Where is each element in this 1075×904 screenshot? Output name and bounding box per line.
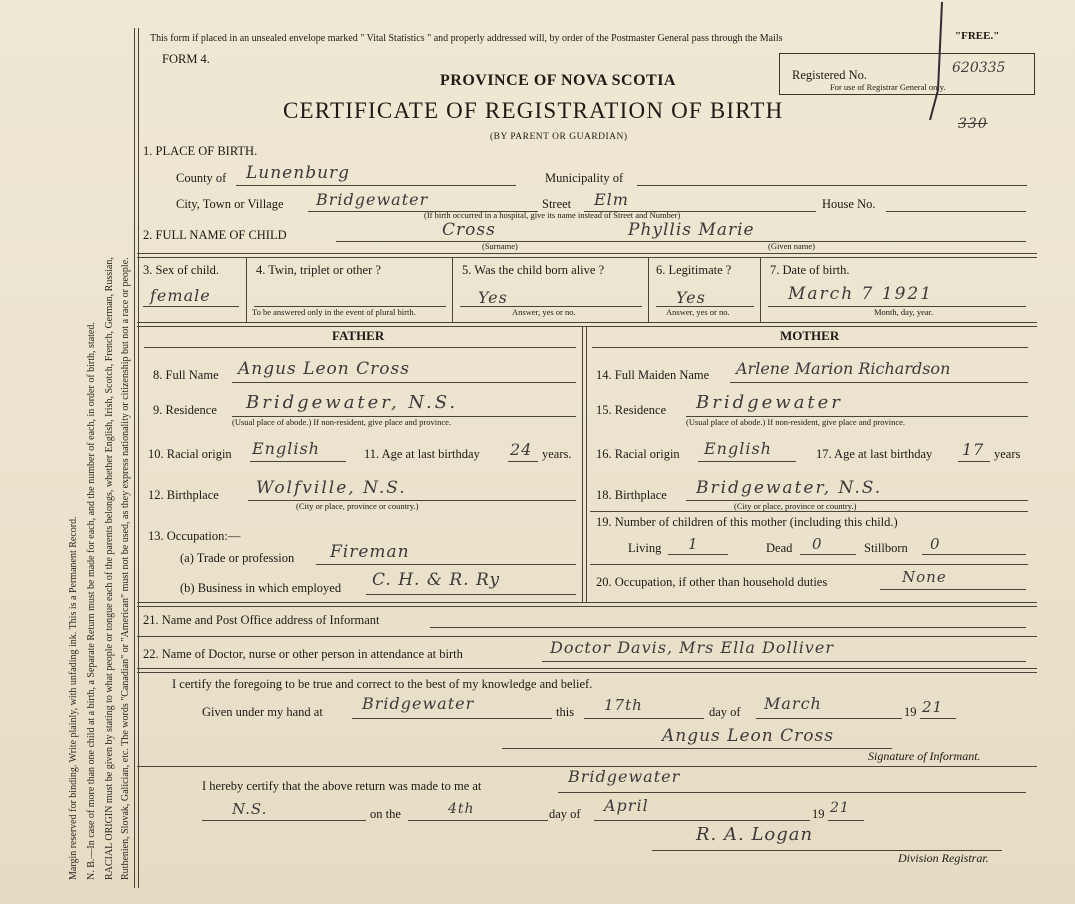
stillborn-label: Stillborn — [864, 541, 908, 555]
county-label: County of — [176, 171, 227, 185]
dead-line — [800, 554, 856, 555]
mother-occupation-line — [880, 589, 1026, 590]
father-race-value: English — [252, 439, 320, 458]
mother-children-label: 19. Number of children of this mother (including this child.) — [596, 515, 898, 529]
father-age-unit: years. — [542, 447, 572, 461]
child-name-label: 2. FULL NAME OF CHILD — [143, 228, 287, 242]
mother-race-line — [698, 461, 796, 462]
form-number: FORM 4. — [162, 52, 210, 66]
father-heading-line — [144, 347, 576, 348]
city-value: Bridgewater — [316, 190, 429, 209]
registrar-place-value: Bridgewater — [568, 767, 681, 786]
divider-top — [137, 253, 1037, 258]
day-value: 17th — [604, 696, 643, 714]
postal-note: This form if placed in an unsealed envelope marked " Vital Statistics " and properly addressed will, by order of the Postmaster General pass through the Mails — [150, 33, 783, 44]
divider-lower — [137, 602, 1037, 607]
mother-birthplace-value: Bridgewater, N.S. — [696, 478, 883, 498]
municipality-line — [637, 185, 1027, 186]
registrar-year-prefix: 19 — [812, 807, 825, 821]
year-value: 21 — [922, 698, 944, 716]
house-label: House No. — [822, 197, 876, 211]
house-line — [886, 211, 1026, 212]
mother-name-value: Arlene Marion Richardson — [736, 359, 951, 378]
father-trade-value: Fireman — [330, 542, 410, 562]
certify-statement: I certify the foregoing to be true and correct to the best of my knowledge and belief. — [172, 677, 593, 691]
twin-note: To be answered only in the event of plural birth. — [252, 307, 416, 317]
father-occupation-label: 13. Occupation:— — [148, 529, 241, 543]
stillborn-value: 0 — [930, 535, 941, 553]
mother-age-unit: years — [994, 447, 1021, 461]
father-name-label: 8. Full Name — [153, 368, 219, 382]
given-place-line — [352, 718, 552, 719]
sex-line — [143, 306, 239, 307]
mother-race-label: 16. Racial origin — [596, 447, 680, 461]
margin-note-1: Margin reserved for binding. Write plainly, with unfading ink. This is a Permanent Record. — [68, 516, 79, 880]
father-business-value: C. H. & R. Ry — [372, 570, 501, 590]
mother-residence-label: 15. Residence — [596, 403, 667, 417]
mother-occupation-value: None — [902, 568, 947, 586]
date-note: Month, day, year. — [874, 307, 934, 317]
day-of-label: day of — [709, 705, 741, 719]
registrar-place-line — [558, 792, 1026, 793]
father-race-label: 10. Racial origin — [148, 447, 232, 461]
municipality-label: Municipality of — [545, 171, 624, 185]
sex-label: 3. Sex of child. — [143, 263, 220, 277]
registered-number: 620335 — [952, 60, 1006, 76]
father-age-label: 11. Age at last birthday — [364, 447, 480, 461]
father-residence-note: (Usual place of abode.) If non-resident, give place and province. — [232, 417, 452, 427]
dead-value: 0 — [812, 535, 823, 553]
registered-note: For use of Registrar General only. — [830, 82, 946, 92]
mother-occupation-label: 20. Occupation, if other than household duties — [596, 575, 828, 589]
surname-note: (Surname) — [482, 241, 518, 251]
attendant-line — [542, 661, 1026, 662]
informant-row-divider — [137, 636, 1037, 637]
date-value: March 7 1921 — [788, 284, 934, 304]
registrar-day-value: 4th — [448, 801, 475, 817]
father-trade-label: (a) Trade or profession — [180, 551, 295, 565]
box-sep-3 — [648, 258, 649, 322]
registered-label: Registered No. — [792, 68, 867, 82]
hospital-note: (If birth occurred in a hospital, give its name instead of Street and Number) — [424, 210, 681, 220]
pen-mark-icon — [920, 0, 960, 140]
mother-age-value: 17 — [962, 440, 985, 459]
father-race-line — [250, 461, 346, 462]
given-place-value: Bridgewater — [362, 694, 475, 713]
registrar-province-value: N.S. — [232, 800, 268, 818]
county-value: Lunenburg — [246, 163, 351, 183]
this-label: this — [556, 705, 575, 719]
registrar-day-line — [408, 820, 548, 821]
day-line — [584, 718, 704, 719]
city-label: City, Town or Village — [176, 197, 284, 211]
father-birthplace-note: (City or place, province or country.) — [296, 501, 419, 511]
margin-note-2: N. B.—In case of more than one child at a birth, a Separate Return must be made for each, and the number of each, in order of birth, stated. — [86, 322, 97, 880]
legitimate-value: Yes — [676, 288, 706, 307]
registrar-province-line — [202, 820, 366, 821]
margin-note-4: Ruthenien, Slovak, Galician, etc. The words "Canadian" or "American" must not be used, as they express nationality or citizenship but not a race or people. — [120, 257, 131, 880]
mother-name-line — [730, 382, 1028, 383]
year-prefix: 19 — [904, 705, 917, 719]
given-under-label: Given under my hand at — [202, 705, 323, 719]
month-value: March — [764, 694, 822, 713]
informant-signature: Angus Leon Cross — [662, 726, 834, 746]
registrar-certify-label: I hereby certify that the above return was made to me at — [202, 779, 482, 793]
mother-race-value: English — [704, 439, 772, 458]
sex-value: female — [150, 286, 211, 305]
father-name-value: Angus Leon Cross — [238, 359, 410, 379]
mother-age-label: 17. Age at last birthday — [816, 447, 933, 461]
mother-name-label: 14. Full Maiden Name — [596, 368, 710, 382]
left-border — [134, 28, 139, 888]
mother-birthplace-note: (City or place, province or country.) — [734, 501, 857, 511]
mother-heading-line — [592, 347, 1028, 348]
registrar-month-value: April — [604, 796, 649, 815]
box-sep-2 — [452, 258, 453, 322]
old-number: 330 — [958, 116, 988, 132]
divider-certification — [137, 668, 1037, 673]
dead-label: Dead — [766, 541, 793, 555]
year-line — [920, 718, 956, 719]
child-given-name: Phyllis Marie — [628, 220, 755, 240]
county-line — [236, 185, 516, 186]
attendant-label: 22. Name of Doctor, nurse or other person in attendance at birth — [143, 647, 463, 661]
father-name-line — [232, 382, 576, 383]
living-underline — [668, 554, 728, 555]
attendant-value: Doctor Davis, Mrs Ella Dolliver — [550, 638, 834, 657]
father-age-value: 24 — [510, 440, 533, 459]
mother-occupation-divider — [590, 564, 1028, 565]
mother-age-line — [958, 461, 990, 462]
on-the-label: on the — [370, 807, 401, 821]
informant-signature-label: Signature of Informant. — [868, 749, 981, 763]
father-business-label: (b) Business in which employed — [180, 581, 342, 595]
divider-mid — [137, 322, 1037, 327]
registrar-month-line — [594, 820, 810, 821]
street-label: Street — [542, 197, 572, 211]
province-title: PROVINCE OF NOVA SCOTIA — [440, 72, 676, 89]
free-mark: "FREE." — [955, 30, 1000, 42]
informant-signature-line — [502, 748, 892, 749]
street-value: Elm — [594, 190, 629, 209]
registrar-year-value: 21 — [830, 800, 850, 816]
father-business-line — [366, 594, 576, 595]
stillborn-line — [922, 554, 1026, 555]
registrar-day-of-label: day of — [549, 807, 581, 821]
father-birthplace-value: Wolfville, N.S. — [256, 478, 407, 498]
father-heading: FATHER — [332, 328, 385, 343]
alive-label: 5. Was the child born alive ? — [462, 263, 605, 277]
father-residence-label: 9. Residence — [153, 403, 217, 417]
mother-residence-value: Bridgewater — [696, 392, 843, 413]
living-label: Living — [628, 541, 662, 555]
legitimate-note: Answer, yes or no. — [666, 307, 730, 317]
certificate-subtitle: (BY PARENT OR GUARDIAN) — [490, 132, 628, 142]
alive-note: Answer, yes or no. — [512, 307, 576, 317]
informant-label: 21. Name and Post Office address of Informant — [143, 613, 380, 627]
child-name-line — [336, 241, 1026, 242]
mother-children-divider — [590, 511, 1028, 512]
father-trade-line — [316, 564, 576, 565]
box-sep-1 — [246, 258, 247, 322]
legitimate-label: 6. Legitimate ? — [656, 263, 732, 277]
child-surname: Cross — [442, 220, 496, 240]
father-residence-value: Bridgewater, N.S. — [246, 392, 459, 413]
center-divider — [582, 326, 587, 602]
living-value: 1 — [688, 535, 699, 553]
mother-birthplace-label: 18. Birthplace — [596, 488, 667, 502]
month-line — [756, 718, 902, 719]
mother-residence-note: (Usual place of abode.) If non-resident, give place and province. — [686, 417, 906, 427]
alive-value: Yes — [478, 288, 508, 307]
margin-note-3: RACIAL ORIGIN must be given by stating to what people or tongue each of the parents belongs, whether English, Irish, Scotch, French, German, Russian, — [104, 257, 115, 880]
division-registrar-label: Division Registrar. — [898, 851, 989, 865]
twin-label: 4. Twin, triplet or other ? — [256, 263, 381, 277]
registrar-signature: R. A. Logan — [696, 824, 814, 845]
informant-line — [430, 627, 1026, 628]
certificate-title: CERTIFICATE OF REGISTRATION OF BIRTH — [283, 98, 784, 123]
registrar-year-line — [828, 820, 864, 821]
given-name-note: (Given name) — [768, 241, 815, 251]
place-of-birth-heading: 1. PLACE OF BIRTH. — [143, 144, 258, 158]
father-age-line — [508, 461, 538, 462]
date-label: 7. Date of birth. — [770, 263, 850, 277]
father-birthplace-label: 12. Birthplace — [148, 488, 219, 502]
mother-heading: MOTHER — [780, 328, 840, 343]
box-sep-4 — [760, 258, 761, 322]
